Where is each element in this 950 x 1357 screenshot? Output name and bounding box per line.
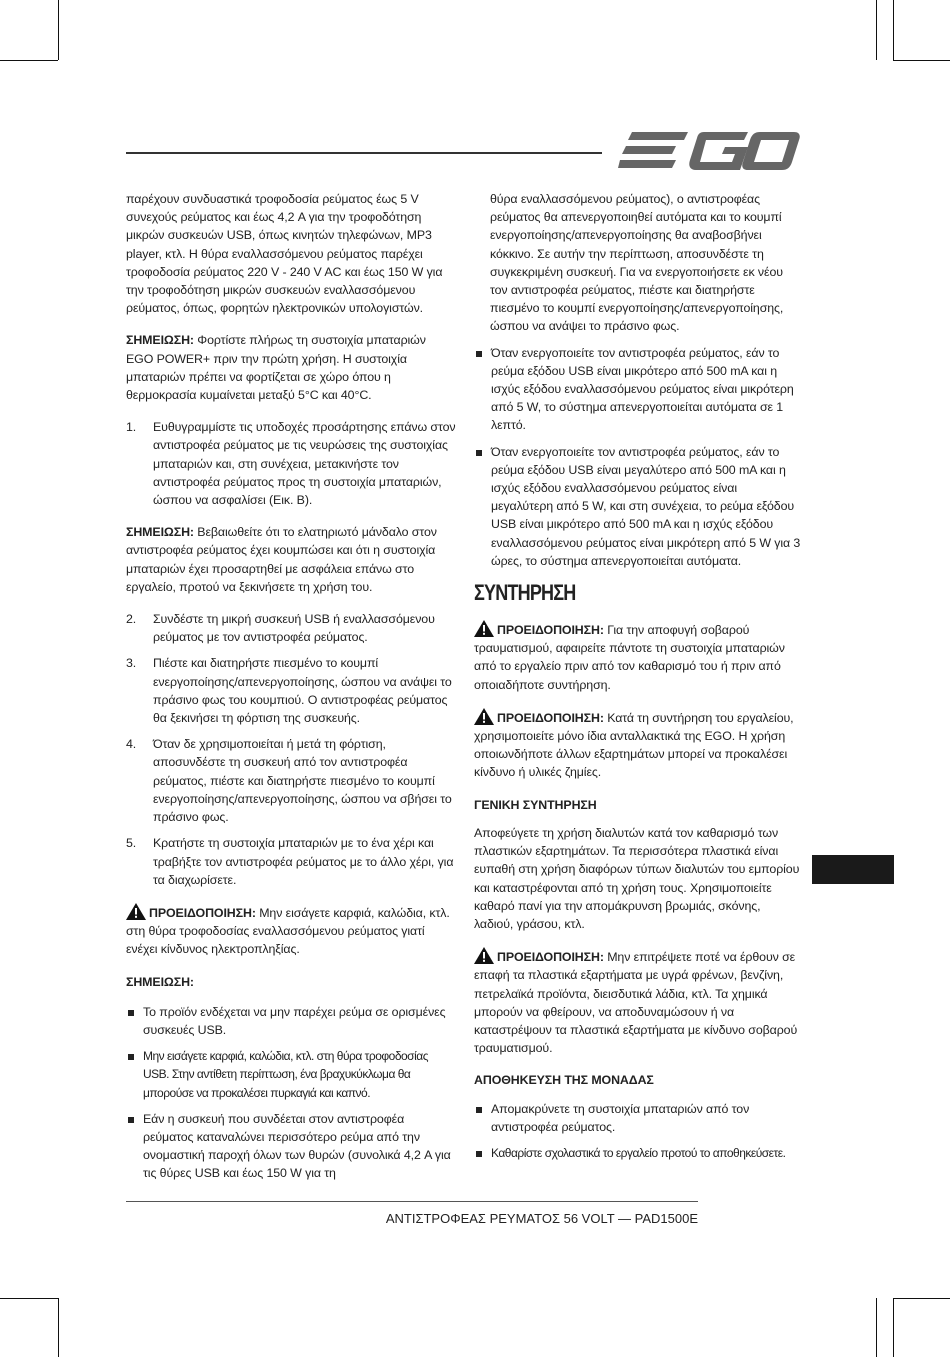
bullet-item xyxy=(474,344,802,435)
warning-text: Κατά τη συντήρηση του εργαλείου, χρησιμοποιείτε μόνο ίδια ανταλλακτικά της EGO. Η χρήση οποιωνδήποτε άλλων εξαρτημάτων μπορεί να προκαλέσει κίνδυνο ή υλικές ζημίες. xyxy=(474,710,794,780)
general-maintenance-text: Αποφεύγετε τη χρήση διαλυτών κατά τον καθαρισμό των πλαστικών εξαρτημάτων. Τα περισσότερα πλαστικά είναι ευπαθή στη χρήση διαφόρων τύπων διαλυτών του εμπορίου και καταστρέφονται από τη χρήση τους. Χρησιμοποιείτε καθαρό πανί για την απομάκρυνση βρωμιάς, σκόνης, λαδιού, γράσου, κτλ. xyxy=(474,825,800,931)
crop-mark xyxy=(893,1298,894,1357)
side-tab xyxy=(812,855,894,884)
bullet-text: Όταν ενεργοποιείτε τον αντιστροφέα ρεύματος, εάν το ρεύμα εξόδου USB είναι μικρότερο από 500 mA και η ισχύς εξόδου εναλλασσόμενου ρεύματος είναι μικρότερη από 5 W, το σύστημα απενεργοποιείται αυτόματα σε 1 λεπτό. xyxy=(491,345,794,433)
footer-title: ΑΝΤΙΣΤΡΟΦΕΑΣ ΡΕΥΜΑΤΟΣ 56 VOLT — PAD1500E xyxy=(385,1211,698,1226)
warning-text: Μην εισάγετε καρφιά, καλώδια, κτλ. στη θύρα τροφοδοσίας εναλλασσόμενου ρεύματος γιατί ενέχει κίνδυνος ηλεκτροπληξίας. xyxy=(126,905,450,957)
note-heading: ΣΗΜΕΙΩΣΗ: xyxy=(126,974,194,989)
step-text: Κρατήστε τη συστοιχία μπαταριών με το ένα χέρι και τραβήξτε τον αντιστροφέα ρεύματος με το άλλο χέρι, για τα διαχωρίσετε. xyxy=(153,836,454,887)
subsection-heading: ΑΠΟΘΗΚΕΥΣΗ ΤΗΣ ΜΟΝΑΔΑΣ xyxy=(474,1073,654,1088)
warning-icon xyxy=(474,620,494,637)
bullet-icon xyxy=(126,1110,143,1183)
bullet-item xyxy=(126,1047,456,1102)
step-text: Ευθυγραμμίστε τις υποδοχές προσάρτησης επάνω στον αντιστροφέα ρεύματος με τις νευρώσεις της συστοιχίας μπαταριών και, στη συνέχεια, μετακινήστε τον αντιστροφέα ρεύματος προς τη συστοιχία μπαταριών, ώσπου να ασφαλίσει (Εικ. B). xyxy=(153,420,456,508)
intro-text: παρέχουν συνδυαστικά τροφοδοσία ρεύματος έως 5 V συνεχούς ρεύματος και έως 4,2 A για την τροφοδότηση μικρών συσκευών USB, όπως κινητών τηλεφώνων, MP3 player, κτλ. Η θύρα εναλλασσόμενου ρεύματος παρέχει τροφοδοσία ρεύματος 220 V - 240 V AC και έως 150 W για την τροφοδότηση μικρών συσκευών εναλλασσόμενου ρεύματος, όπως, φορητών ηλεκτρονικών υπολογιστών. xyxy=(126,192,443,316)
note-label: ΣΗΜΕΙΩΣΗ: xyxy=(126,525,194,540)
note-text: Φορτίστε πλήρως τη συστοιχία μπαταριών EGO POWER+ πριν την πρώτη χρήση. Η συστοιχία μπαταριών πρέπει να φορτίζεται σε χώρο όπου η θερμοκρασία κυμαίνεται μεταξύ 5°C και 40°C. xyxy=(126,333,426,403)
left-column xyxy=(126,190,456,1191)
warning-label: ΠΡΟΕΙΔΟΠΟΙΗΣΗ: xyxy=(497,710,604,725)
bullet-text: Όταν ενεργοποιείτε τον αντιστροφέα ρεύματος, εάν το ρεύμα εξόδου USB είναι μεγαλύτερο από 500 mA και η ισχύς εξόδου εναλλασσόμενου ρεύματος είναι μεγαλύτερη από 5 W, και στη συνέχεια, το ρεύμα εξόδου USB είναι μικρότερο από 500 mA και η ισχύς εξόδου εναλλασσόμενου ρεύματος είναι μικρότερη από 5 W για 3 ώρες, το σύστημα απενεργοποιείται αυτόματα. xyxy=(491,444,801,568)
crop-mark xyxy=(58,0,59,60)
warning-icon xyxy=(126,903,146,920)
step-item xyxy=(126,834,456,889)
step-number: 1. xyxy=(126,420,137,435)
header-rule xyxy=(126,152,602,154)
warning-label: ΠΡΟΕΙΔΟΠΟΙΗΣΗ: xyxy=(149,905,256,920)
crop-mark xyxy=(876,1298,877,1357)
bullet-item xyxy=(126,1003,456,1039)
note-paragraph xyxy=(126,331,456,404)
bullet-icon xyxy=(474,344,491,435)
right-column xyxy=(474,190,802,1170)
bullet-text: Το προϊόν ενδέχεται να μην παρέχει ρεύμα σε ορισμένες συσκευές USB. xyxy=(143,1004,446,1037)
crop-mark xyxy=(893,1298,950,1299)
step-item xyxy=(126,418,456,509)
bullet-text: Μην εισάγετε καρφιά, καλώδια, κτλ. στη θύρα τροφοδοσίας USB. Στην αντίθετη περίπτωση, ένα βραχυκύκλωμα θα μπορούσε να προκαλέσει πυρκαγιά και καπνό. xyxy=(143,1049,428,1100)
bullet-text: Καθαρίστε σχολαστικά το εργαλείο προτού το αποθηκεύσετε. xyxy=(491,1145,786,1160)
bullet-icon xyxy=(474,1100,491,1136)
warning-paragraph xyxy=(474,620,802,694)
step-text: Όταν δε χρησιμοποιείται ή μετά τη φόρτιση, αποσυνδέστε τη συσκευή από τον αντιστροφέα ρεύματος, πιέστε και διατηρήστε πιεσμένο το κουμπί ενεργοποίησης/απενεργοποίησης, ώσπου να σβήσει το πράσινο φως. xyxy=(153,737,452,825)
subsection-heading: ΓΕΝΙΚΗ ΣΥΝΤΗΡΗΣΗ xyxy=(474,797,597,812)
bullet-item xyxy=(474,1144,802,1162)
footer-rule xyxy=(126,1201,698,1202)
step-text: Πιέστε και διατηρήστε πιεσμένο το κουμπί ενεργοποίησης/απενεργοποίησης, ώσπου να ανάψει το πράσινο φως του κουμπιού. Ο αντιστροφέας ρεύματος θα ξεκινήσει τη φόρτιση της συσκευής. xyxy=(153,656,452,726)
step-text: Συνδέστε τη μικρή συσκευή USB ή εναλλασσόμενου ρεύματος με τον αντιστροφέα ρεύματος. xyxy=(153,612,435,645)
crop-mark xyxy=(893,60,950,61)
bullet-item xyxy=(474,1100,802,1136)
warning-label: ΠΡΟΕΙΔΟΠΟΙΗΣΗ: xyxy=(497,623,604,638)
crop-mark xyxy=(0,60,58,61)
bullet-icon xyxy=(474,443,491,570)
warning-text: Για την αποφυγή σοβαρού τραυματισμού, αφαιρείτε πάντοτε τη συστοιχία μπαταριών από το εργαλείο πριν από τον καθαρισμό του ή πριν από οποιαδήποτε συντήρηση. xyxy=(474,623,785,692)
bullet-icon xyxy=(474,1144,491,1162)
crop-mark xyxy=(876,0,877,60)
warning-label: ΠΡΟΕΙΔΟΠΟΙΗΣΗ: xyxy=(497,950,604,965)
bullet-icon xyxy=(126,1003,143,1039)
crop-mark xyxy=(0,1298,58,1299)
note-paragraph xyxy=(126,523,456,596)
section-title: ΣΥΝΤΗΡΗΣΗ xyxy=(474,580,576,606)
warning-icon xyxy=(474,947,494,964)
warning-icon xyxy=(474,708,494,725)
bullet-text: Εάν η συσκευή που συνδέεται στον αντιστροφέα ρεύματος καταναλώνει περισσότερο ρεύμα από την ονομαστική παροχή όλων των θυρών (συνολικά 4,2 A για τις θύρες USB και έως 150 W για τη xyxy=(143,1111,451,1181)
bullet-item xyxy=(126,1110,456,1183)
step-number: 5. xyxy=(126,836,137,851)
step-number: 3. xyxy=(126,656,137,671)
step-number: 4. xyxy=(126,737,137,752)
warning-paragraph xyxy=(474,947,802,1057)
bullet-item xyxy=(474,443,802,570)
crop-mark xyxy=(893,0,894,60)
continued-text: θύρα εναλλασσόμενου ρεύματος), ο αντιστροφέας ρεύματος θα απενεργοποιηθεί αυτόματα και το κουμπί ενεργοποίησης/απενεργοποίησης θα αναβοσβήνει κόκκινο. Σε αυτήν την περίπτωση, αποσυνδέστε τη συγκεκριμένη συσκευή. Για να ενεργοποιήσετε εκ νέου τον αντιστροφέα ρεύματος, πιέστε και διατηρήστε πιεσμένο το κουμπί ενεργοποίησης/απενεργοποίησης, ώσπου να ανάψει το πράσινο φως. xyxy=(490,192,784,334)
step-number: 2. xyxy=(126,612,137,627)
note-label: ΣΗΜΕΙΩΣΗ: xyxy=(126,333,194,348)
warning-paragraph xyxy=(126,903,456,959)
step-item xyxy=(126,654,456,727)
step-item xyxy=(126,610,456,646)
crop-mark xyxy=(58,1298,59,1357)
bullet-text: Απομακρύνετε τη συστοιχία μπαταριών από τον αντιστροφέα ρεύματος. xyxy=(491,1101,750,1134)
ego-logo xyxy=(618,130,800,172)
warning-text: Μην επιτρέψετε ποτέ να έρθουν σε επαφή τα πλαστικά εξαρτήματα με υγρά φρένων, βενζίνη, πετρελαϊκά προϊόντα, διεισδυτικά λάδια, κτλ. Τα χημικά μπορούν να φθείρουν, να αποδυναμώσουν ή να καταστρέψουν τα πλαστικά εξαρτήματα με κίνδυνο σοβαρού τραυματισμού. xyxy=(474,950,798,1056)
warning-paragraph xyxy=(474,708,802,782)
note-text: Βεβαιωθείτε ότι το ελατηριωτό μάνδαλο στον αντιστροφέα ρεύματος έχει κουμπώσει και ότι η συστοιχία μπαταριών έχει προσαρτηθεί με ασφάλεια επάνω στο εργαλείο, προτού να ξεκινήσετε τη χρήση του. xyxy=(126,525,437,594)
step-item xyxy=(126,735,456,826)
bullet-icon xyxy=(126,1047,143,1102)
